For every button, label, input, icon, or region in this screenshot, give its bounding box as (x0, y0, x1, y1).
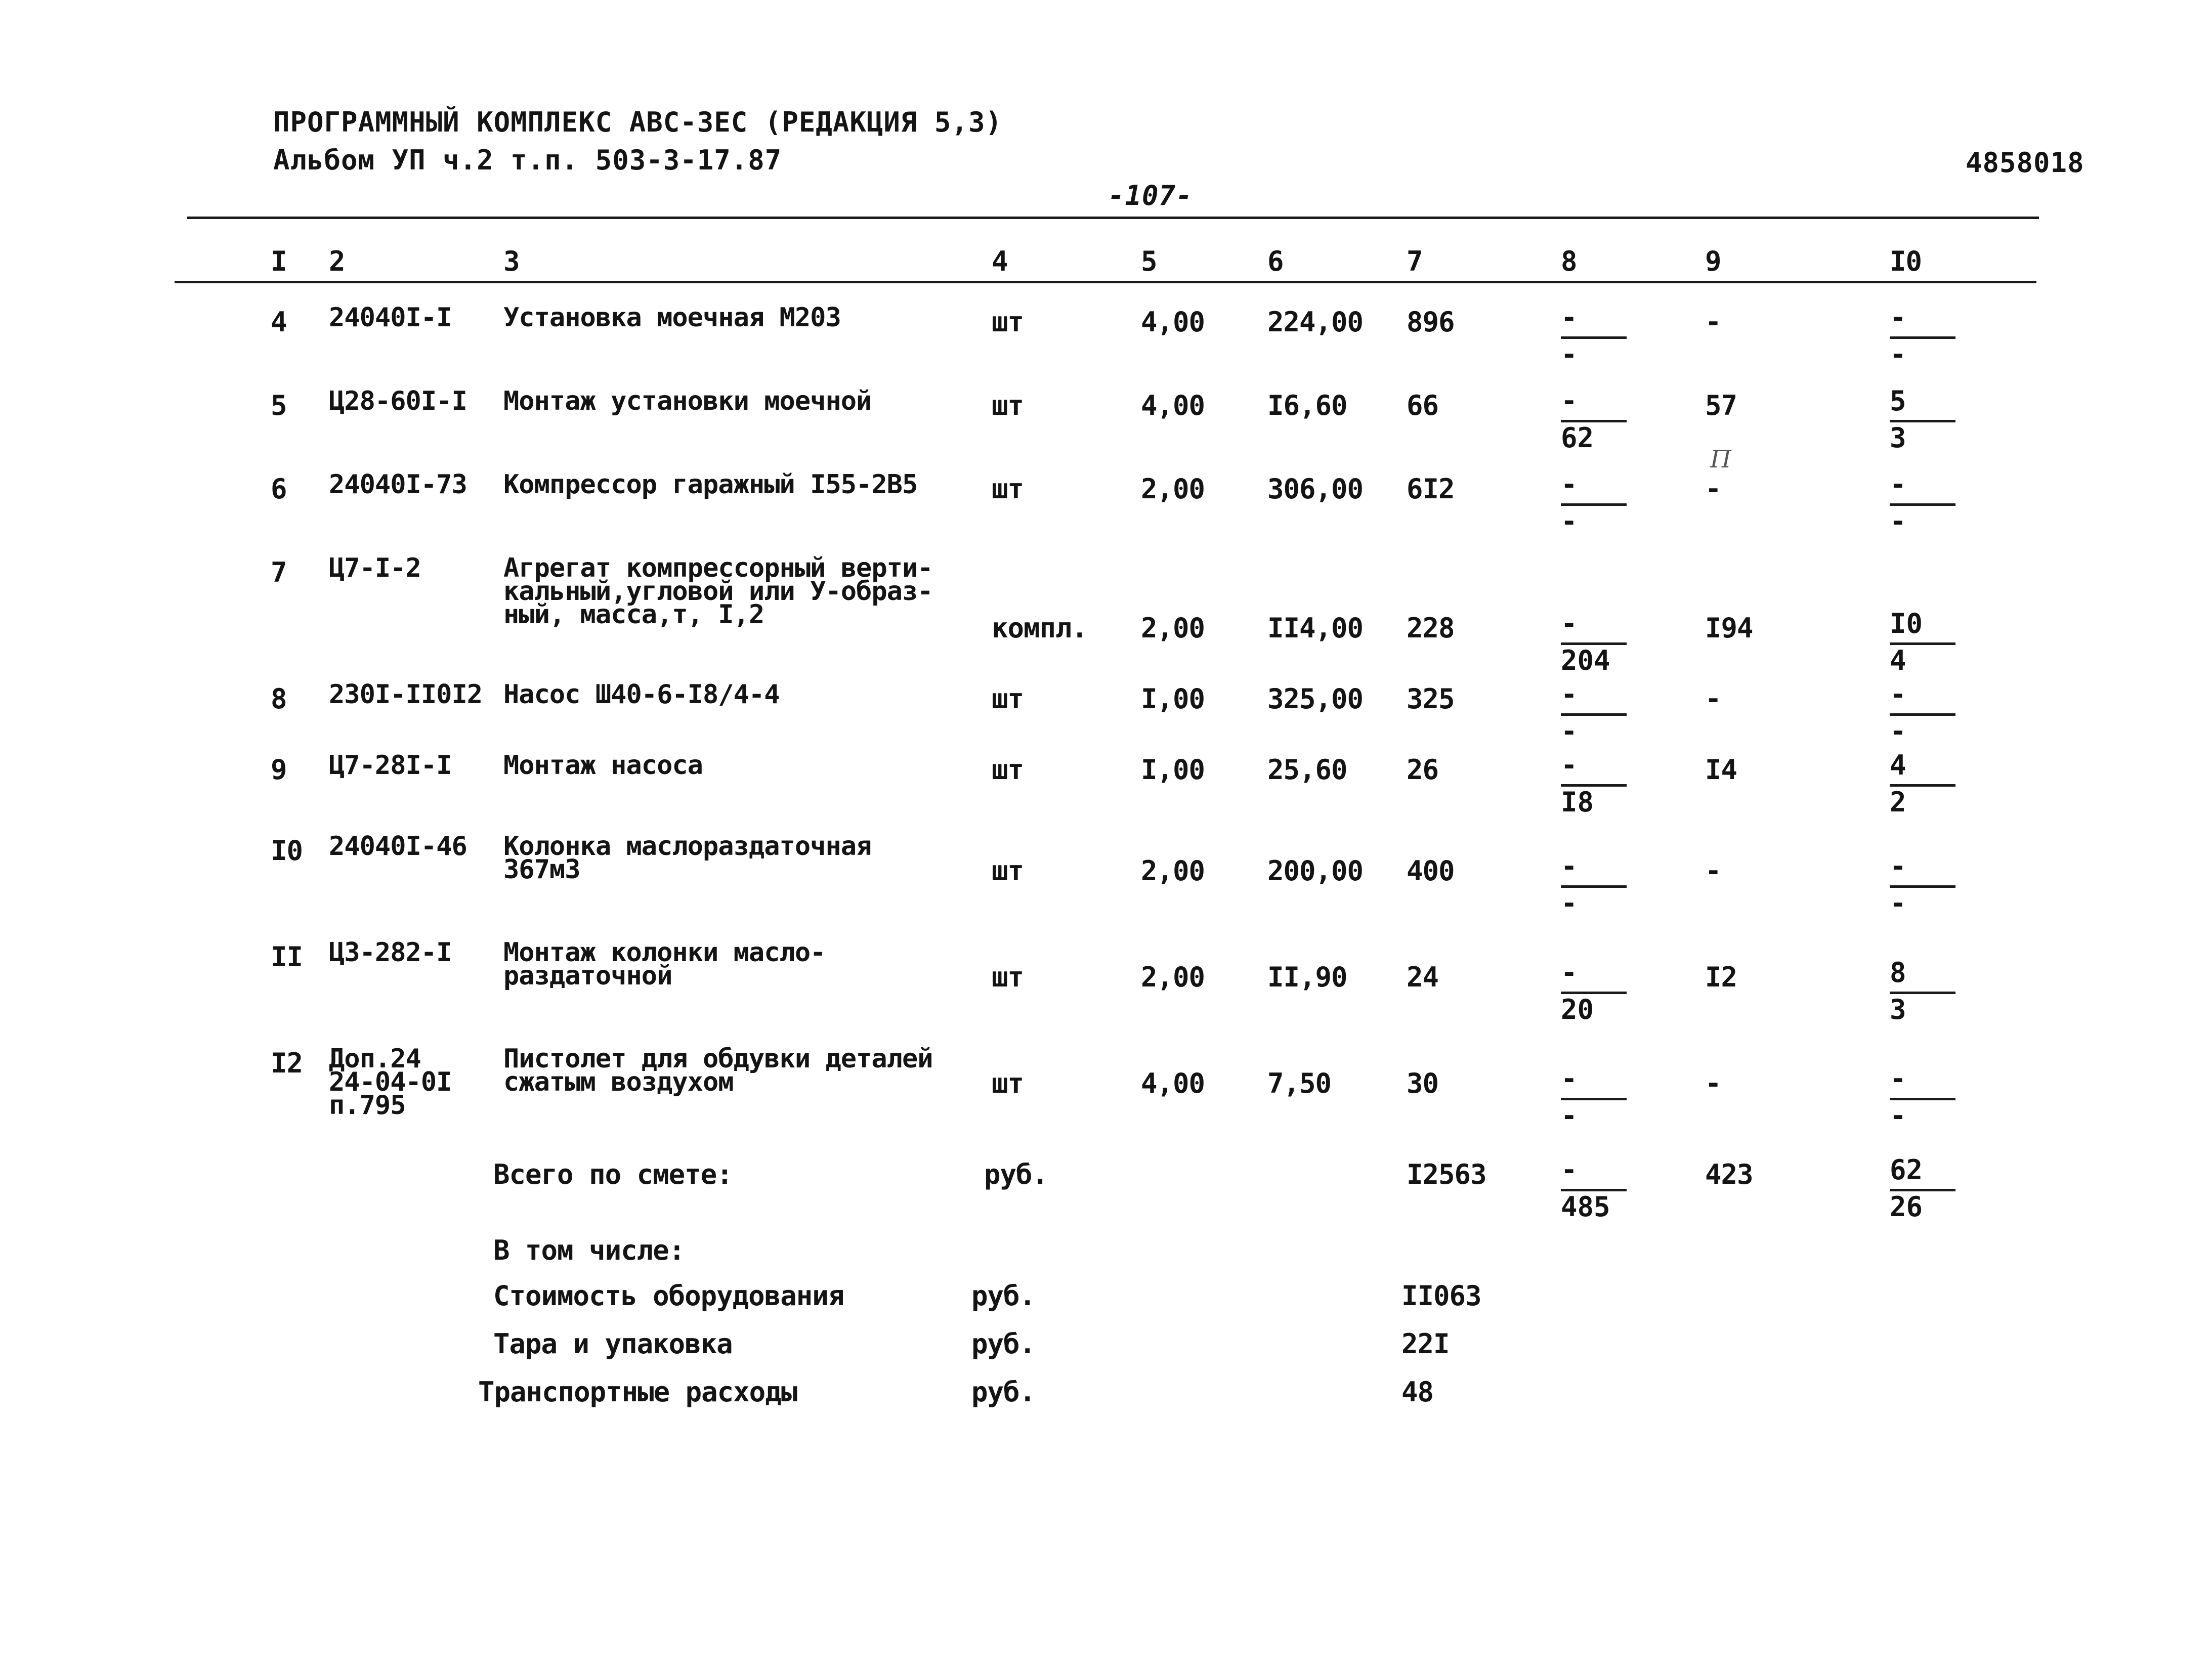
row-number: I2 (271, 1047, 303, 1079)
column-10-value (1890, 302, 1966, 370)
breakdown-item-label: Стоимость оборудования (493, 1280, 844, 1312)
resource-code: Ц7-28I-I (329, 750, 452, 781)
column-9-value: - (1705, 1067, 1721, 1099)
item-name: Установка моечная М203 (503, 303, 841, 333)
unit: шт (992, 754, 1024, 786)
totals-total: I2563 (1407, 1158, 1486, 1190)
page-number: -107- (1108, 180, 1193, 211)
resource-code: Ц3-282-I (329, 937, 452, 968)
row-number: 4 (271, 306, 287, 338)
column-9-value: - (1705, 473, 1721, 505)
column-8-value (1561, 385, 1637, 454)
totals-column-8-denominator: 485 (1561, 1191, 1610, 1223)
total-cost: 400 (1407, 855, 1455, 887)
column-9-value: I94 (1705, 612, 1753, 644)
item-name: Насос Ш40-6-I8/4-4 (503, 679, 780, 710)
row-number: 8 (271, 683, 287, 715)
document-code: 4858018 (1966, 147, 2085, 179)
quantity: 2,00 (1141, 961, 1205, 993)
column-8-value-numerator: - (1561, 1063, 1578, 1095)
column-10-value-denominator: - (1890, 505, 1906, 537)
column-10-value-denominator: - (1890, 338, 1906, 370)
column-10-value (1890, 608, 1966, 676)
totals-unit: руб. (984, 1158, 1048, 1190)
column-10-value-numerator: - (1890, 850, 1906, 882)
resource-code: 24040I-I (329, 303, 452, 333)
column-8-value-denominator: - (1561, 505, 1578, 537)
item-name: сжатым воздухом (503, 1067, 734, 1097)
column-8-value-numerator: - (1561, 850, 1578, 882)
quantity: 4,00 (1141, 390, 1205, 421)
unit-price: II4,00 (1267, 612, 1364, 644)
resource-code: Ц7-I-2 (329, 553, 421, 583)
unit-price: II,90 (1267, 961, 1347, 993)
item-name: раздаточной (503, 961, 672, 991)
breakdown-item-value: II063 (1401, 1280, 1481, 1312)
item-name: 367м3 (503, 854, 580, 885)
total-cost: 6I2 (1407, 473, 1455, 505)
quantity: I,00 (1141, 683, 1205, 715)
column-8-value-denominator: I8 (1561, 786, 1594, 818)
column-header: 4 (992, 245, 1008, 277)
column-10-value-denominator: 3 (1890, 422, 1906, 454)
column-8-value-denominator: - (1561, 338, 1578, 370)
quantity: I,00 (1141, 754, 1205, 786)
item-name: Компрессор гаражный I55-2В5 (503, 469, 918, 500)
total-cost: 228 (1407, 612, 1455, 644)
column-header: 7 (1407, 245, 1423, 277)
item-name: Агрегат компрессорный верти- (503, 553, 933, 583)
item-name: Монтаж установки моечной (503, 386, 872, 416)
column-8-value-numerator: - (1561, 608, 1578, 639)
column-8-value (1561, 679, 1637, 747)
breakdown-item-value: 22I (1401, 1328, 1450, 1360)
column-header: 2 (329, 245, 345, 277)
resource-code: Доп.24 (329, 1044, 421, 1074)
column-10-value-numerator: - (1890, 678, 1906, 710)
totals-column-10-numerator: 62 (1890, 1154, 1923, 1186)
row-number: 7 (271, 556, 287, 588)
column-8-value-numerator: - (1561, 468, 1578, 500)
column-10-value-denominator: - (1890, 715, 1906, 747)
unit: шт (992, 390, 1024, 421)
breakdown-item-label: Транспортные расходы (478, 1376, 797, 1408)
column-9-value: - (1705, 683, 1721, 715)
column-10-value (1890, 1063, 1966, 1132)
column-header: 3 (503, 245, 520, 277)
column-10-value-numerator: I0 (1890, 608, 1923, 639)
quantity: 2,00 (1141, 473, 1205, 505)
totals-column-10-denominator: 26 (1890, 1191, 1923, 1223)
column-8-value (1561, 302, 1637, 370)
column-9-value: I4 (1705, 754, 1737, 786)
column-10-value (1890, 385, 1966, 454)
total-cost: 896 (1407, 306, 1455, 338)
column-10-value (1890, 469, 1966, 537)
column-10-value (1890, 957, 1966, 1025)
breakdown-item-value: 48 (1401, 1376, 1434, 1408)
quantity: 4,00 (1141, 1067, 1205, 1099)
quantity: 4,00 (1141, 306, 1205, 338)
column-header: I0 (1890, 245, 1922, 277)
column-8-value-denominator: - (1561, 1100, 1578, 1132)
breakdown-item-unit: руб. (971, 1328, 1036, 1360)
totals-column-8-numerator: - (1561, 1154, 1578, 1186)
column-8-value (1561, 608, 1637, 676)
breakdown-item-label: Тара и упаковка (493, 1328, 733, 1360)
unit: шт (992, 683, 1024, 715)
column-10-value-numerator: - (1890, 1063, 1906, 1095)
column-10-value-denominator: 3 (1890, 994, 1906, 1025)
column-10-value-denominator: - (1890, 1100, 1906, 1132)
unit: шт (992, 961, 1024, 993)
column-8-value-numerator: - (1561, 957, 1578, 989)
column-header: 8 (1561, 245, 1577, 277)
column-10-value-numerator: 5 (1890, 385, 1906, 417)
quantity: 2,00 (1141, 612, 1205, 644)
column-10-value (1890, 851, 1966, 919)
unit-price: 325,00 (1267, 683, 1364, 715)
unit: шт (992, 1067, 1024, 1099)
unit: шт (992, 306, 1024, 338)
unit-price: I6,60 (1267, 390, 1347, 421)
column-9-value: - (1705, 855, 1721, 887)
album-reference: Альбом УП ч.2 т.п. 503-3-17.87 (273, 144, 782, 176)
column-10-value (1890, 679, 1966, 747)
column-8-value-denominator: 204 (1561, 645, 1610, 676)
unit-price: 224,00 (1267, 306, 1364, 338)
column-8-value (1561, 957, 1637, 1025)
column-10-value-numerator: 4 (1890, 749, 1906, 781)
column-8-value-denominator: - (1561, 715, 1578, 747)
resource-code: 230I-II0I2 (329, 679, 483, 710)
column-10-value-numerator: 8 (1890, 957, 1906, 989)
row-number: 6 (271, 473, 287, 505)
column-10-value-numerator: - (1890, 302, 1906, 333)
total-cost: 26 (1407, 754, 1439, 786)
column-8-value (1561, 750, 1637, 818)
unit: компл. (992, 612, 1088, 644)
row-number: 5 (271, 390, 287, 421)
resource-code: 24-04-0I (329, 1067, 452, 1097)
unit-price: 306,00 (1267, 473, 1364, 505)
column-8-value (1561, 469, 1637, 537)
column-8-value-numerator: - (1561, 385, 1578, 417)
item-name: Пистолет для обдувки деталей (503, 1044, 933, 1074)
breakdown-label: В том числе: (493, 1234, 685, 1266)
column-9-value: 57 (1705, 390, 1737, 421)
column-8-value-denominator: 20 (1561, 994, 1594, 1025)
unit-price: 7,50 (1267, 1067, 1332, 1099)
column-10-value-numerator: - (1890, 468, 1906, 500)
row-number: I0 (271, 835, 303, 867)
row-number: 9 (271, 754, 287, 786)
total-cost: 30 (1407, 1067, 1439, 1099)
column-8-value-numerator: - (1561, 302, 1578, 333)
resource-code: п.795 (329, 1090, 406, 1121)
item-name: Монтаж колонки масло- (503, 937, 826, 968)
column-8-value-numerator: - (1561, 749, 1578, 781)
totals-label: Всего по смете: (493, 1158, 733, 1190)
row-number: II (271, 941, 303, 973)
header-rule (175, 281, 2036, 283)
item-name: ный, масса,т, I,2 (503, 599, 764, 630)
unit: шт (992, 473, 1024, 505)
unit-price: 25,60 (1267, 754, 1347, 786)
column-10-value (1890, 750, 1966, 818)
column-10-value-denominator: 4 (1890, 645, 1906, 676)
column-9-value: - (1705, 306, 1721, 338)
resource-code: 24040I-46 (329, 831, 467, 862)
column-9-value: I2 (1705, 961, 1737, 993)
unit: шт (992, 855, 1024, 887)
totals-column-8 (1561, 1154, 1637, 1223)
column-8-value-denominator: - (1561, 887, 1578, 919)
top-rule (187, 217, 2039, 219)
quantity: 2,00 (1141, 855, 1205, 887)
column-8-value-numerator: - (1561, 678, 1578, 710)
totals-column-9: 423 (1705, 1158, 1753, 1190)
column-8-value (1561, 851, 1637, 919)
unit-price: 200,00 (1267, 855, 1364, 887)
total-cost: 66 (1407, 390, 1439, 421)
item-name: кальный,угловой или У-образ- (503, 576, 933, 607)
column-10-value-denominator: - (1890, 887, 1906, 919)
total-cost: 325 (1407, 683, 1455, 715)
handwritten-note: П (1710, 445, 1731, 474)
column-header: 9 (1705, 245, 1721, 277)
column-8-value (1561, 1063, 1637, 1132)
column-10-value-denominator: 2 (1890, 786, 1906, 818)
item-name: Монтаж насоса (503, 750, 703, 781)
column-header: I (271, 245, 287, 277)
item-name: Колонка маслораздаточная (503, 831, 872, 862)
column-header: 5 (1141, 245, 1157, 277)
column-header: 6 (1267, 245, 1284, 277)
total-cost: 24 (1407, 961, 1439, 993)
totals-column-10 (1890, 1154, 1966, 1223)
resource-code: 24040I-73 (329, 469, 467, 500)
breakdown-item-unit: руб. (971, 1376, 1036, 1408)
program-title: ПРОГРАММНЫЙ КОМПЛЕКС АВС-ЗЕС (РЕДАКЦИЯ 5,3) (273, 106, 1002, 138)
column-8-value-denominator: 62 (1561, 422, 1594, 454)
resource-code: Ц28-60I-I (329, 386, 467, 416)
breakdown-item-unit: руб. (971, 1280, 1036, 1312)
